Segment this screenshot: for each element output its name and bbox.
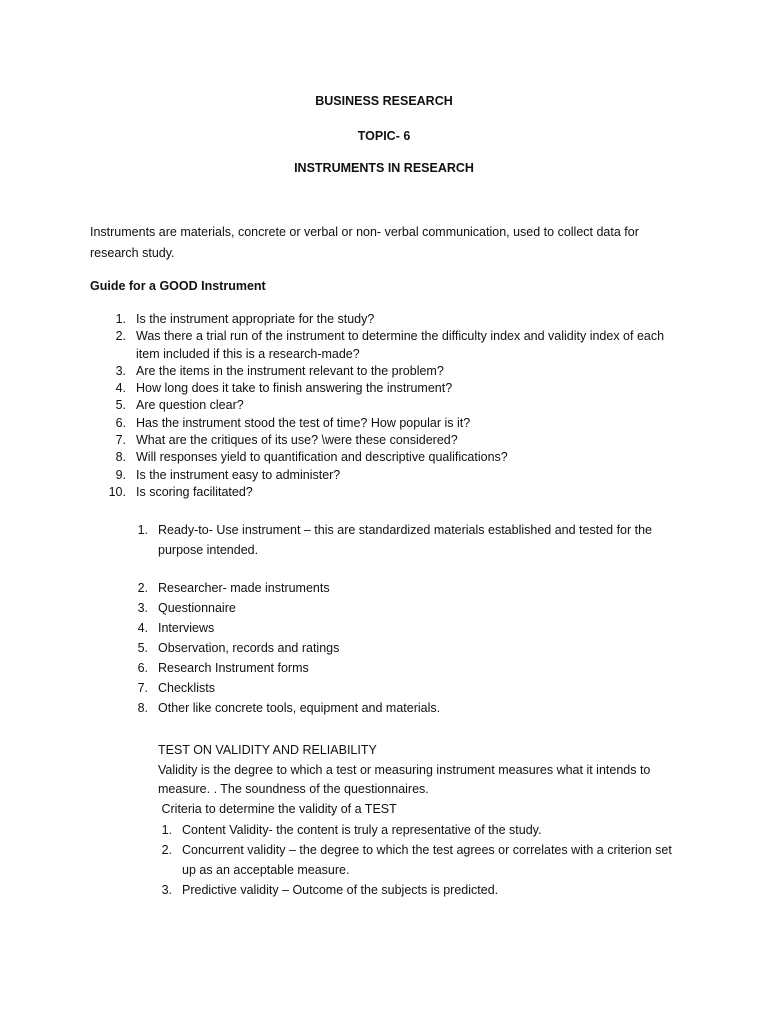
list-item: 6. Has the instrument stood the test of time? How popular is it?: [115, 415, 471, 430]
validity-definition: Validity is the degree to which a test or measuring instrument measures what it intends to measure. . The soundness of the questionnaires.: [158, 762, 651, 796]
list-item: 3. Questionnaire: [137, 601, 236, 615]
list-item: 9. Is the instrument easy to administer?: [115, 467, 341, 482]
list-item: 2. Concurrent validity – the degree to which the test agrees or correlates with a criterion set up as an acceptable measure.: [161, 843, 672, 877]
list-item: 4. Interviews: [137, 621, 215, 635]
list-item: 1. Is the instrument appropriate for the study?: [115, 312, 375, 326]
list-item: 6. Research Instrument forms: [137, 661, 309, 675]
guide-heading: Guide for a GOOD Instrument: [90, 279, 266, 293]
topic-label: TOPIC- 6: [357, 129, 411, 143]
course-title: BUSINESS RESEARCH: [315, 94, 453, 108]
document-title: INSTRUMENTS IN RESEARCH: [294, 161, 474, 175]
list-item: 8. Other like concrete tools, equipment and materials.: [137, 701, 441, 715]
list-item: 3. Predictive validity – Outcome of the subjects is predicted.: [161, 883, 499, 897]
guide-list: [108, 311, 668, 501]
validity-section: [158, 741, 678, 819]
list-item: 1. Ready-to- Use instrument – this are standardized materials established and tested for the purpose intended.: [137, 523, 653, 557]
criteria-heading: Criteria to determine the validity of a TEST: [158, 801, 397, 816]
list-item: 2. Was there a trial run of the instrument to determine the difficulty index and validity index of each item included if this is a research-made?: [115, 329, 665, 361]
instrument-types-list: [130, 520, 675, 718]
list-item: 5. Are question clear?: [115, 398, 244, 413]
list-item: 5. Observation, records and ratings: [137, 641, 340, 655]
list-item: 8. Will responses yield to quantification and descriptive qualifications?: [115, 450, 508, 465]
criteria-list: [154, 820, 674, 900]
list-item: 10. Is scoring facilitated?: [108, 484, 253, 499]
list-item: 2. Researcher- made instruments: [137, 581, 330, 595]
list-item: 4. How long does it take to finish answering the instrument?: [115, 381, 453, 396]
validity-heading: TEST ON VALIDITY AND RELIABILITY: [158, 743, 377, 757]
intro-paragraph: Instruments are materials, concrete or verbal or non- verbal communication, used to collect data for research study.: [90, 225, 639, 260]
list-item: 3. Are the items in the instrument relevant to the problem?: [115, 363, 444, 378]
list-item: 7. What are the critiques of its use? \were these considered?: [115, 433, 458, 448]
list-item: 1. Content Validity- the content is truly a representative of the study.: [161, 823, 542, 837]
list-item: 7. Checklists: [137, 681, 215, 695]
